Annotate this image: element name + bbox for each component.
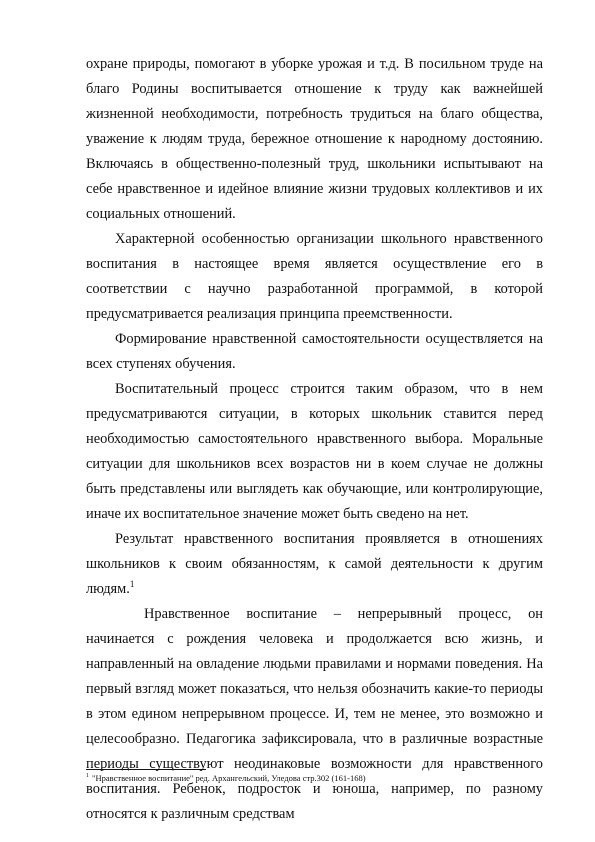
paragraph-2: Характерной особенностью организации школьного нравственного воспитания в настоящее время является осуществление его в соответствии с научно разработанной программой, в которой предусматривается реализация принципа преемственности.: [86, 231, 543, 322]
footnote: [86, 773, 543, 784]
paragraph-4: Воспитательный процесс строится таким образом, что в нем предусматриваются ситуации, в которых школьник ставится перед необходимостью самостоятельного нравственного выбора. Моральные ситуации для школьников всех возрастов ни в коем случае не должны быть представлены или выглядеть как обучающие, или контролирующие, иначе их воспитательное значение может быть сведено на нет.: [86, 381, 543, 522]
footnote-text: "Нравственное воспитание" ред. Архангельский, Уледова стр.302 (161-168): [92, 773, 366, 783]
footnote-reference[interactable]: 1: [129, 579, 135, 590]
paragraph-1: охране природы, помогают в уборке урожая и т.д. В посильном труде на благо Родины воспитывается отношение к труду как важнейшей жизненной необходимости, потребность трудиться на благо общества, уважение к людям труда, бережное отношение к народному достоянию. Включаясь в общественно-полезный труд, школьники испытывают на себе нравственное и идейное влияние жизни трудовых коллективов и их социальных отношений.: [86, 56, 543, 222]
paragraph-6: Нравственное воспитание – непрерывный процесс, он начинается с рождения человека и продолжается всю жизнь, и направленный на овладение людьми правилами и нормами поведения. На первый взгляд может показаться, что нельзя обозначить какие-то периоды в этом едином непрерывном процессе. И, тем не менее, это возможно и целесообразно. Педагогика зафиксировала, что в различные возрастные периоды существуют неодинаковые возможности для нравственного воспитания. Ребенок, подросток и юноша, например, по разному относятся к различным средствам: [86, 606, 543, 822]
paragraph-5-text: Результат нравственного воспитания проявляется в отношениях школьников к своим обязанностям, к самой деятельности к другим людям.: [86, 531, 543, 597]
footnote-separator: [86, 769, 206, 770]
document-body: [86, 52, 543, 827]
paragraph-3: Формирование нравственной самостоятельности осуществляется на всех ступенях обучения.: [86, 331, 543, 372]
paragraph-5: [86, 527, 543, 602]
footnote-number: 1: [86, 773, 89, 780]
